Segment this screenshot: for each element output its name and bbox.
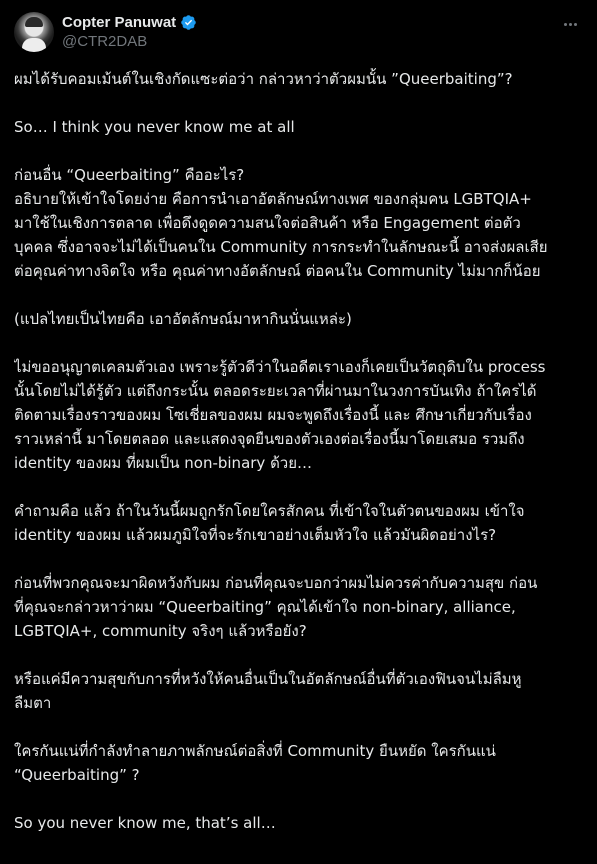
author-handle[interactable]: @CTR2DAB xyxy=(62,33,148,50)
post-header xyxy=(14,12,584,52)
post-text-line: So you never know me, that’s all… xyxy=(14,814,276,832)
post-text-line: บุคคล ซึ่งอาจจะไม่ได้เป็นคนใน Community การกระทำในลักษณะนี้ อาจส่งผลเสีย xyxy=(14,238,548,256)
post-text-line: ใครกันแน่ที่กำลังทำลายภาพลักษณ์ต่อสิ่งที่ Community ยืนหยัด ใครกันแน่ xyxy=(14,742,496,760)
verified-badge-icon[interactable] xyxy=(180,14,197,31)
post-text-line: LGBTQIA+, community จริงๆ แล้วหรือยัง? xyxy=(14,622,307,640)
post-text-line: “Queerbaiting” ? xyxy=(14,766,140,784)
more-dot xyxy=(574,23,577,26)
post-text-line: อธิบายให้เข้าใจโดยง่าย คือการนำเอาอัตลักษณ์ทางเพศ ของกลุ่มคน LGBTQIA+ xyxy=(14,190,532,208)
post-text-line: identity ของผม แล้วผมภูมิใจที่จะรักเขาอย่างเต็มหัวใจ แล้วมันผิดอย่างไร? xyxy=(14,526,497,544)
post-text-line: ไม่ขออนุญาตเคลมตัวเอง เพราะรู้ตัวดีว่าในอดีตเราเองก็เคยเป็นวัตถุดิบใน process xyxy=(14,358,546,376)
post-paragraph xyxy=(14,811,586,835)
post-paragraph xyxy=(14,115,586,139)
post-text-line: นั้นโดยไม่ได้รู้ตัว แต่ถึงกระนั้น ตลอดระยะเวลาที่ผ่านมาในวงการบันเทิง ถ้าใครได้ xyxy=(14,382,537,400)
post-text-line: คำถามคือ แล้ว ถ้าในวันนี้ผมถูกรักโดยใครสักคน ที่เข้าใจในตัวตนของผม เข้าใจ xyxy=(14,502,525,520)
post-text-line: หรือแค่มีความสุขกับการที่หวังให้คนอื่นเป็นในอัตลักษณ์อื่นที่ตัวเองฟินจนไม่ลืมหู xyxy=(14,670,522,688)
post-text-line: ก่อนที่พวกคุณจะมาผิดหวังกับผม ก่อนที่คุณจะบอกว่าผมไม่ควรค่ากับความสุข ก่อน xyxy=(14,574,538,592)
author-info xyxy=(62,13,197,50)
avatar[interactable] xyxy=(14,12,54,52)
more-options-icon[interactable] xyxy=(560,14,580,34)
more-dot xyxy=(564,23,567,26)
post-text-line: ราวเหล่านี้ มาโดยตลอด และแสดงจุดยืนของตัวเองต่อเรื่องนี้มาโดยเสมอ รวมถึง xyxy=(14,430,525,448)
post-paragraph xyxy=(14,355,586,475)
post-paragraph xyxy=(14,163,586,283)
more-dot xyxy=(569,23,572,26)
post-text-line: มาใช้ในเชิงการตลาด เพื่อดึงดูดความสนใจต่อสินค้า หรือ Engagement ต่อตัว xyxy=(14,214,521,232)
post-text-line: (แปลไทยเป็นไทยคือ เอาอัตลักษณ์มาหากินนั่นแหล่ะ) xyxy=(14,310,352,328)
post-paragraph xyxy=(14,667,586,715)
post-paragraph xyxy=(14,739,586,787)
post-text-line: identity ของผม ที่ผมเป็น non-binary ด้วย… xyxy=(14,454,313,472)
post-text-line: ลืมตา xyxy=(14,694,52,712)
post-text-line: ติดตามเรื่องราวของผม โซเชี่ยลของผม ผมจะพูดถึงเรื่องนี้ และ ศึกษาเกี่ยวกับเรื่อง xyxy=(14,406,532,424)
post-paragraph xyxy=(14,307,586,331)
display-name-row xyxy=(62,13,197,32)
post-text-line: ผมได้รับคอมเม้นต์ในเชิงกัดแซะต่อว่า กล่าวหาว่าตัวผมนั้น ”Queerbaiting”? xyxy=(14,70,513,88)
post-paragraph xyxy=(14,67,586,91)
post-text xyxy=(14,67,586,859)
post-paragraph xyxy=(14,499,586,547)
post-text-line: ต่อคุณค่าทางจิตใจ หรือ คุณค่าทางอัตลักษณ์ ต่อคนใน Community ไม่มากก็น้อย xyxy=(14,262,541,280)
post-text-line: ก่อนอื่น “Queerbaiting” คืออะไร? xyxy=(14,166,245,184)
post-paragraph xyxy=(14,571,586,643)
avatar-shirt xyxy=(22,38,46,52)
author-display-name[interactable]: Copter Panuwat xyxy=(62,14,177,31)
avatar-hair xyxy=(25,17,43,27)
post-text-line: ที่คุณจะกล่าวหาว่าผม “Queerbaiting” คุณได้เข้าใจ non-binary, alliance, xyxy=(14,598,516,616)
post-text-line: So… I think you never know me at all xyxy=(14,118,295,136)
